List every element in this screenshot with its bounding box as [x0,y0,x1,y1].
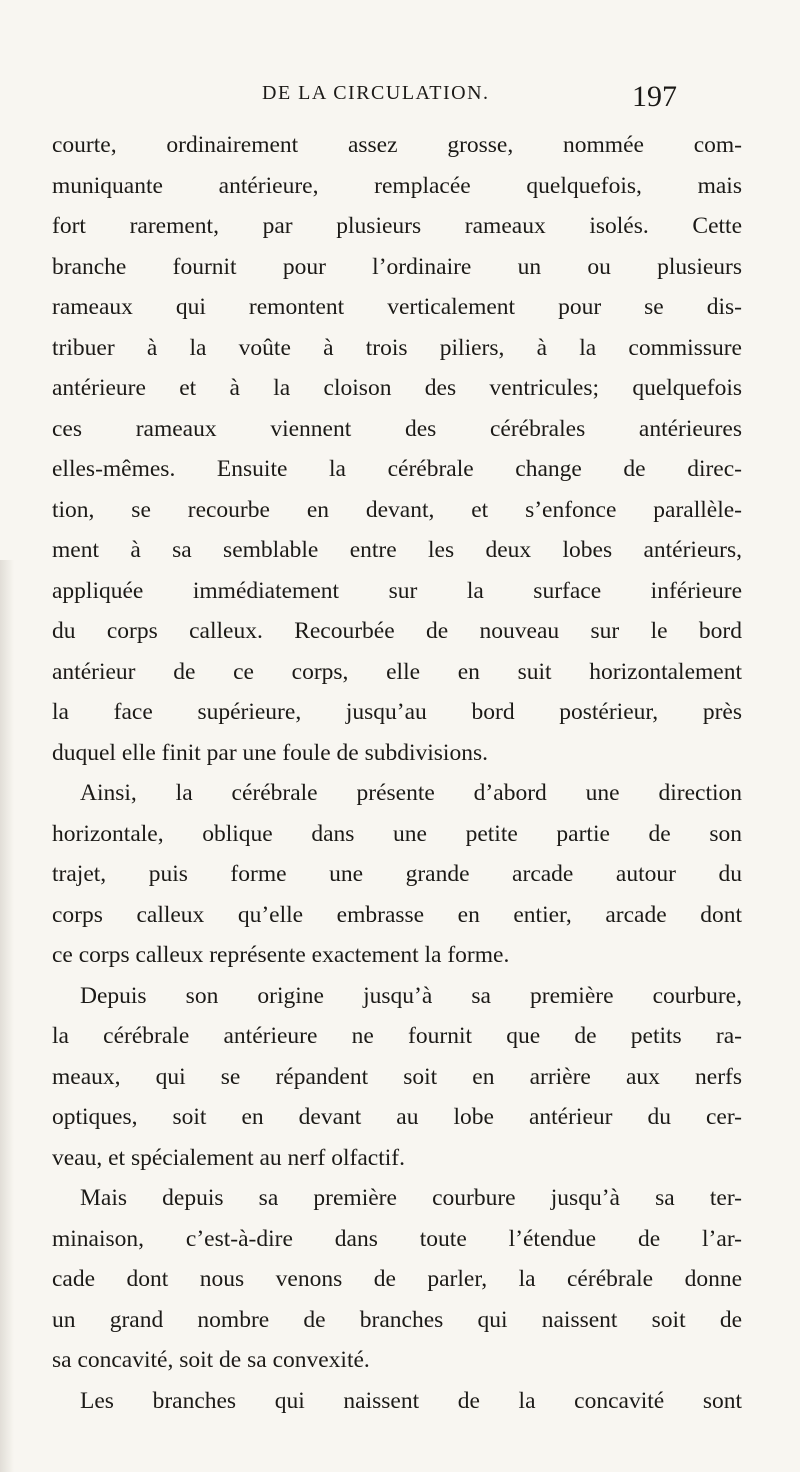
text-line: meaux, qui se répandent soit en arrière aux nerfs [52,1063,742,1090]
text-line: un grand nombre de branches qui naissent soit de [52,1306,742,1333]
text-line: elles-mêmes. Ensuite la cérébrale change de direc- [52,456,742,482]
text-line: antérieur de ce corps, elle en suit horizontalement [52,658,742,685]
text-line: ment à sa semblable entre les deux lobes antérieurs, [52,537,742,563]
text-line: horizontale, oblique dans une petite partie de son [52,820,742,847]
text-line: Mais depuis sa première courbure jusqu’à sa ter- [80,1185,742,1211]
text-line: la cérébrale antérieure ne fournit que de petits ra- [52,1023,742,1049]
text-line: fort rarement, par plusieurs rameaux isolés. Cette [52,213,742,239]
text-line: muniquante antérieure, remplacée quelquefois, mais [52,172,742,199]
text-line: rameaux qui remontent verticalement pour se dis- [52,294,742,320]
text-line: tribuer à la voûte à trois piliers, à la commissure [52,334,742,361]
text-line: du corps calleux. Recourbée de nouveau sur le bord [52,618,742,644]
text-line: la face supérieure, jusqu’au bord postérieur, près [52,699,742,725]
text-line: optiques, soit en devant au lobe antérieur du cer- [52,1104,742,1130]
text-line: antérieure et à la cloison des ventricules; quelquefois [52,375,742,401]
text-line: Ainsi, la cérébrale présente d’abord une direction [80,780,742,806]
text-line: courte, ordinairement assez grosse, nommée com- [52,132,742,158]
text-line: ces rameaux viennent des cérébrales antérieures [52,415,742,442]
text-line: trajet, puis forme une grande arcade autour du [52,861,742,887]
page-number: 197 [632,80,677,113]
page-header [0,82,800,122]
text-line: duquel elle finit par une foule de subdivisions. [52,739,488,766]
text-line: minaison, c’est-à-dire dans toute l’étendue de l’ar- [52,1225,742,1252]
text-line: corps calleux qu’elle embrasse en entier, arcade dont [52,901,742,928]
text-line: Depuis son origine jusqu’à sa première courbure, [80,982,742,1009]
text-line: cade dont nous venons de parler, la cérébrale donne [52,1266,742,1292]
text-line: sa concavité, soit de sa convexité. [52,1347,370,1373]
running-title: DE LA CIRCULATION. [262,82,490,104]
text-line: branche fournit pour l’ordinaire un ou plusieurs [52,253,742,280]
text-line: veau, et spécialement au nerf olfactif. [52,1144,405,1171]
text-line: ce corps calleux représente exactement la forme. [52,942,510,968]
text-line: tion, se recourbe en devant, et s’enfonce parallèle- [52,496,742,523]
text-line: appliquée immédiatement sur la surface inférieure [52,577,742,604]
text-line: Les branches qui naissent de la concavité sont [80,1387,742,1414]
binding-shadow [0,560,14,1472]
body-text [52,125,742,1421]
